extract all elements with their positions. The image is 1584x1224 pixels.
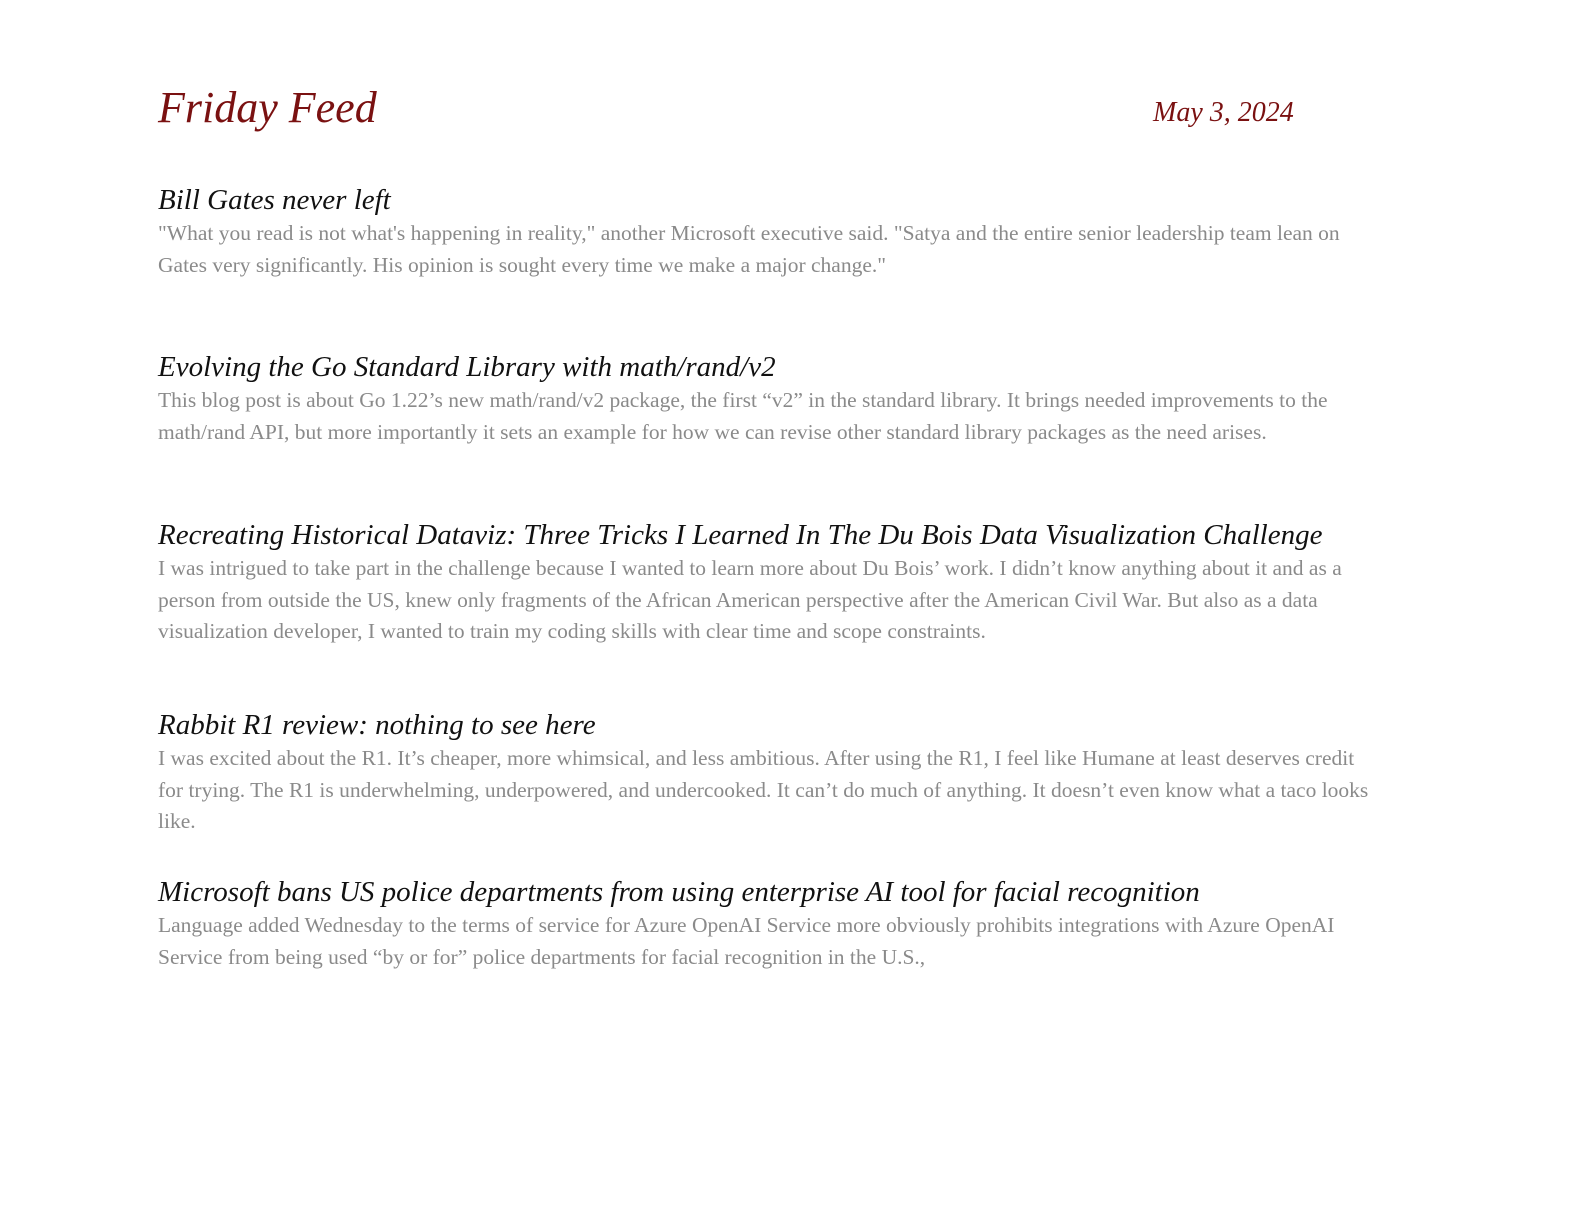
article-item	[158, 349, 1378, 448]
article-summary: I was intrigued to take part in the challenge because I wanted to learn more about Du Bois’ work. I didn’t know anything about it and as a person from outside the US, knew only fragments of the African American perspective after the American Civil War. But also as a data visualization developer, I wanted to train my coding skills with clear time and scope constraints.	[158, 556, 1342, 644]
article-title-link[interactable]: Bill Gates never left	[158, 184, 391, 216]
feed-page	[158, 0, 1378, 969]
article-title-link[interactable]: Recreating Historical Dataviz: Three Tricks I Learned In The Du Bois Data Visualization Challenge	[158, 519, 1323, 551]
article-summary: Language added Wednesday to the terms of service for Azure OpenAI Service more obviously prohibits integrations with Azure OpenAI Service from being used “by or for” police departments for facial recognition in the U.S.,	[158, 913, 1335, 969]
article-summary: "What you read is not what's happening in reality," another Microsoft executive said. "Satya and the entire senior leadership team lean on Gates very significantly. His opinion is sought every time we make a major change."	[158, 221, 1340, 277]
page-title: Friday Feed	[158, 83, 377, 132]
article-item	[158, 517, 1378, 648]
article-item	[158, 707, 1378, 838]
feed-date: May 3, 2024	[1153, 97, 1294, 128]
article-title-link[interactable]: Rabbit R1 review: nothing to see here	[158, 709, 596, 741]
article-title-link[interactable]: Evolving the Go Standard Library with math/rand/v2	[158, 351, 776, 383]
article-item	[158, 874, 1378, 973]
article-item	[158, 182, 1378, 281]
feed-header	[158, 0, 1378, 150]
article-title-link[interactable]: Microsoft bans US police departments from using enterprise AI tool for facial recognition	[158, 876, 1200, 908]
article-summary: I was excited about the R1. It’s cheaper, more whimsical, and less ambitious. After using the R1, I feel like Humane at least deserves credit for trying. The R1 is underwhelming, underpowered, and undercooked. It can’t do much of anything. It doesn’t even know what a taco looks like.	[158, 746, 1369, 834]
article-summary: This blog post is about Go 1.22’s new math/rand/v2 package, the first “v2” in the standard library. It brings needed improvements to the math/rand API, but more importantly it sets an example for how we can revise other standard library packages as the need arises.	[158, 388, 1328, 444]
